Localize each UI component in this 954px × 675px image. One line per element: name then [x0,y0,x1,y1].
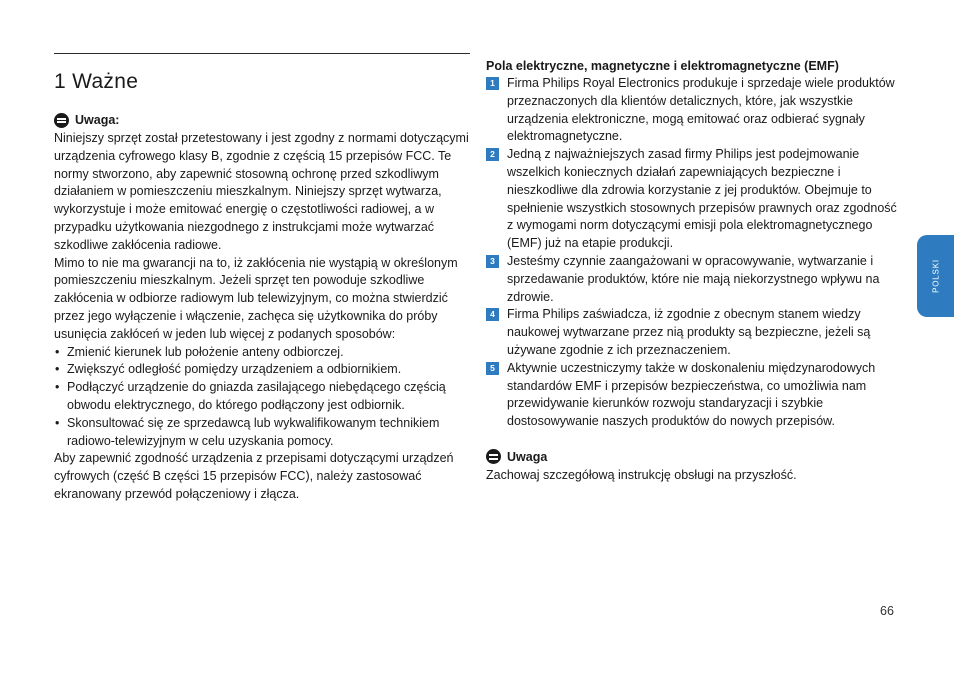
list-item: • Zmienić kierunek lub położenie anteny odbiorczej. [54,344,470,362]
number-badge: 4 [486,308,499,321]
list-item: • Zwiększyć odległość pomiędzy urządzeniem a odbiornikiem. [54,361,470,379]
list-item-text: Jesteśmy czynnie zaangażowani w opracowywanie, wytwarzanie i sprzedawanie produktów, które nie mają niekorzystnego wpływu na zdrowie. [507,253,880,304]
number-badge: 1 [486,77,499,90]
closing-paragraph: Aby zapewnić zgodność urządzenia z przepisami dotyczącymi urządzeń cyfrowych (część B części 15 przepisów FCC), należy zastosować ekranowany przewód połączeniowy i złącza. [54,451,454,501]
list-item-text: Jedną z najważniejszych zasad firmy Philips jest podejmowanie wszelkich koniecznych działań zapewniających bezpieczne i nieszkodliwe dla zdrowia korzystanie z jej produktów. Obejmuje to spełnienie wszystkich stosownych przepisów prawnych oraz zgodność z wymogami norm dotyczącymi emisji pola elektromagnetycznego (EMF) już na etapie produkcji. [507,147,897,251]
left-column [54,53,470,504]
language-tab [917,235,954,317]
section-title: 1 Ważne [54,70,139,93]
right-column [486,58,906,485]
list-item [486,75,906,146]
list-item [486,253,906,306]
list-item: • Skonsultować się ze sprzedawcą lub wykwalifikowanym technikiem radiowo-telewizyjnym w celu uzyskania pomocy. [54,415,470,451]
list-item-text: Aktywnie uczestniczymy także w doskonaleniu międzynarodowych standardów EMF i przepisów bezpieczeństwa, co umożliwia nam przewidywanie kierunków rozwoju standaryzacji i szybkie dostosowywanie naszych produktów do nowych przepisów. [507,360,876,429]
note-label: Uwaga: [75,113,120,127]
note-text: Zachowaj szczegółową instrukcję obsługi na przyszłość. [486,467,797,482]
note-label: Uwaga [507,449,548,464]
list-item [486,360,906,431]
number-badge: 2 [486,148,499,161]
remedy-list [54,344,470,451]
note-icon [486,449,501,464]
page-number: 66 [880,604,894,618]
note-heading [54,110,470,130]
emf-list [486,75,906,431]
list-item-text: Firma Philips Royal Electronics produkuje i sprzedaje wiele produktów przeznaczonych dla klientów detalicznych, które, jak wszystkie urządzenia elektroniczne, mogą emitować oraz odbierać sygnały elektromagnetyczne. [507,76,895,144]
list-item [486,306,906,359]
number-badge: 5 [486,362,499,375]
list-item [486,146,906,253]
top-rule [54,53,470,54]
interference-paragraph: Mimo to nie ma gwarancji na to, iż zakłócenia nie wystąpią w określonym pomieszczeniu mieszkalnym. Jeżeli sprzęt ten powoduje szkodliwe zakłócenia w odbiorze radiowym lub telewizyjnym, co można stwierdzić przez jego wyłączenie i włączenie, zachęca się użytkownika do próby usunięcia zakłóceń w jeden lub więcej z podanych sposobów: [54,255,458,341]
note-icon [54,113,69,128]
list-item: • Podłączyć urządzenie do gniazda zasilającego niebędącego częścią obwodu elektrycznego, do którego podłączony jest odbiornik. [54,379,470,415]
emf-heading: Pola elektryczne, magnetyczne i elektromagnetyczne (EMF) [486,59,839,73]
number-badge: 3 [486,255,499,268]
note-heading [486,447,906,467]
language-label: POLSKI [931,259,940,293]
fcc-paragraph: Niniejszy sprzęt został przetestowany i jest zgodny z normami dotyczącymi urządzenia cyfrowego klasy B, zgodnie z częścią 15 przepisów FCC. Te normy stworzono, aby zapewnić stosowną ochronę przed szkodliwym działaniem w pomieszczeniu mieszkalnym. Niniejszy sprzęt wytwarza, wykorzystuje i może emitować energię o częstotliwości radiowej, a w przypadku użytkowania niezgodnego z instrukcjami może wytwarzać szkodliwe zakłócenia radiowe. [54,131,469,252]
list-item-text: Firma Philips zaświadcza, iż zgodnie z obecnym stanem wiedzy naukowej wytwarzane przez nią produkty są bezpieczne, jeżeli są używane zgodnie z ich przeznaczeniem. [507,307,871,357]
